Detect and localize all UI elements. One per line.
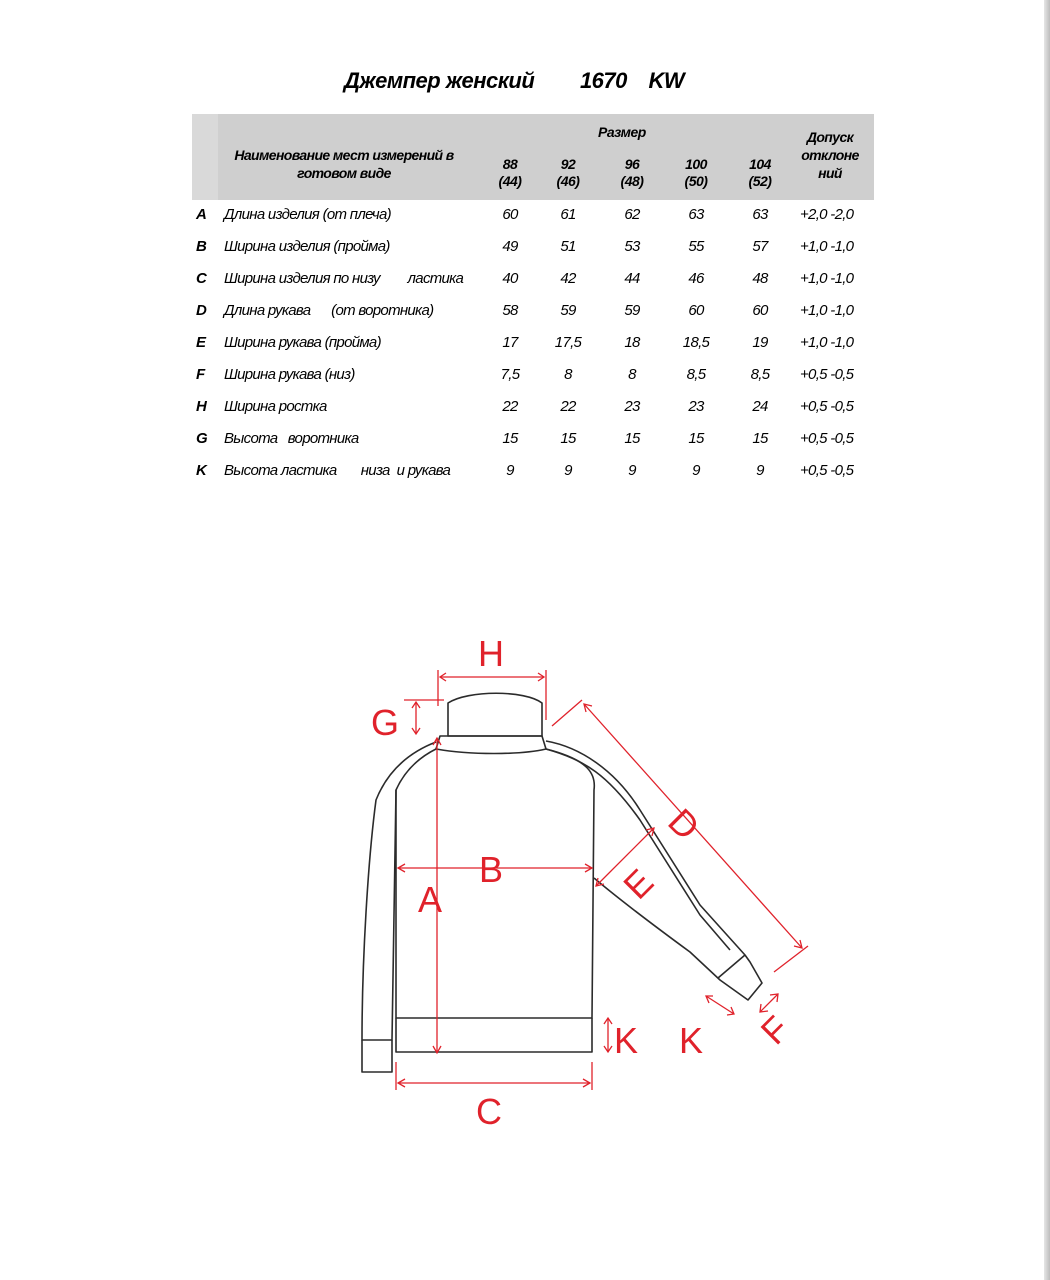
row-value: 9 — [564, 462, 572, 479]
label-d: D — [660, 800, 708, 848]
row-value: 40 — [502, 270, 518, 287]
row-value: 46 — [688, 270, 704, 287]
row-name: Высота воротника — [224, 430, 359, 447]
row-name: Длина рукава (от воротника) — [224, 302, 434, 319]
product-code: 1670 — [579, 68, 627, 93]
row-value: 48 — [752, 270, 768, 287]
row-value: 23 — [688, 398, 704, 415]
row-value: 22 — [560, 398, 576, 415]
row-value: 17,5 — [554, 334, 582, 351]
header-size: Размер — [598, 124, 646, 140]
size-value: 104 — [749, 156, 771, 172]
row-value: 15 — [560, 430, 576, 447]
row-tolerance: +1,0 -1,0 — [800, 302, 854, 319]
row-name: Ширина рукава (низ) — [224, 366, 355, 383]
row-value: 18 — [624, 334, 640, 351]
row-value: 9 — [692, 462, 700, 479]
size-russian: (52) — [748, 173, 772, 189]
collar — [448, 693, 542, 736]
row-value: 63 — [688, 206, 704, 223]
row-value: 55 — [688, 238, 704, 255]
row-value: 22 — [502, 398, 518, 415]
size-value: 96 — [624, 156, 640, 172]
row-value: 15 — [752, 430, 768, 447]
row-value: 51 — [560, 238, 576, 255]
row-tolerance: +1,0 -1,0 — [800, 238, 854, 255]
label-h: H — [478, 633, 504, 674]
size-value: 92 — [560, 156, 576, 172]
row-value: 18,5 — [682, 334, 710, 351]
row-value: 62 — [624, 206, 640, 223]
row-value: 60 — [688, 302, 704, 319]
row-value: 60 — [752, 302, 768, 319]
row-letter: K — [196, 462, 207, 479]
header-tolerance: Допуск отклоне ний — [801, 129, 859, 181]
label-b: B — [479, 849, 504, 890]
right-cuff — [718, 955, 745, 978]
measurement-lines — [396, 670, 808, 1090]
row-name: Высота ластика низа и рукава — [224, 462, 451, 479]
label-c: C — [476, 1091, 502, 1132]
row-value: 42 — [560, 270, 576, 287]
row-value: 9 — [628, 462, 636, 479]
row-value: 53 — [624, 238, 640, 255]
row-tolerance: +0,5 -0,5 — [800, 398, 854, 415]
row-value: 63 — [752, 206, 768, 223]
row-value: 17 — [502, 334, 518, 351]
left-cuff — [362, 1040, 392, 1072]
row-value: 59 — [560, 302, 576, 319]
row-value: 58 — [502, 302, 518, 319]
product-brand: KW — [648, 68, 685, 93]
label-k-sleeve: K — [679, 1020, 704, 1061]
right-sleeve — [546, 741, 762, 1000]
right-sleeve-seam — [546, 749, 730, 950]
row-value: 8,5 — [686, 366, 706, 383]
row-value: 49 — [502, 238, 518, 255]
row-letter: B — [196, 238, 207, 255]
row-value: 15 — [688, 430, 704, 447]
row-letter: G — [196, 430, 207, 447]
row-tolerance: +1,0 -1,0 — [800, 270, 854, 287]
row-value: 9 — [506, 462, 514, 479]
waistband — [396, 1018, 592, 1052]
row-letter: H — [196, 398, 207, 415]
size-russian: (44) — [498, 173, 522, 189]
row-name: Длина изделия (от плеча) — [224, 206, 391, 223]
row-value: 8 — [564, 366, 572, 383]
label-k-body: K — [614, 1020, 639, 1061]
header-measurement-name: Наименование мест измерений в готовом виде — [234, 147, 454, 181]
row-value: 15 — [502, 430, 518, 447]
label-f: F — [752, 1007, 798, 1053]
size-russian: (50) — [684, 173, 708, 189]
row-value: 59 — [624, 302, 640, 319]
row-tolerance: +2,0 -2,0 — [800, 206, 854, 223]
row-value: 24 — [752, 398, 768, 415]
row-value: 8 — [628, 366, 636, 383]
label-a: A — [418, 879, 443, 920]
row-tolerance: +0,5 -0,5 — [800, 366, 854, 383]
row-name: Ширина рукава (пройма) — [224, 334, 381, 351]
row-value: 8,5 — [750, 366, 770, 383]
row-value: 44 — [624, 270, 640, 287]
row-tolerance: +1,0 -1,0 — [800, 334, 854, 351]
row-value: 9 — [756, 462, 764, 479]
collar-lower — [436, 736, 546, 754]
label-e: E — [615, 860, 662, 907]
row-value: 23 — [624, 398, 640, 415]
row-tolerance: +0,5 -0,5 — [800, 462, 854, 479]
row-value: 15 — [624, 430, 640, 447]
row-value: 19 — [752, 334, 768, 351]
product-name: Джемпер женский — [344, 68, 535, 93]
row-letter: A — [196, 206, 207, 223]
row-value: 57 — [752, 238, 768, 255]
row-letter: C — [196, 270, 207, 287]
row-letter: F — [196, 366, 205, 383]
row-value: 60 — [502, 206, 518, 223]
size-russian: (48) — [620, 173, 644, 189]
row-value: 61 — [560, 206, 576, 223]
size-value: 100 — [685, 156, 707, 172]
row-letter: E — [196, 334, 206, 351]
row-name: Ширина ростка — [224, 398, 327, 415]
row-value: 7,5 — [500, 366, 520, 383]
row-letter: D — [196, 302, 207, 319]
measurement-labels — [371, 633, 797, 1132]
size-value: 88 — [502, 156, 518, 172]
label-g: G — [371, 702, 400, 743]
row-name: Ширина изделия по низу ластика — [224, 270, 464, 287]
row-tolerance: +0,5 -0,5 — [800, 430, 854, 447]
row-name: Ширина изделия (пройма) — [224, 238, 390, 255]
size-russian: (46) — [556, 173, 580, 189]
